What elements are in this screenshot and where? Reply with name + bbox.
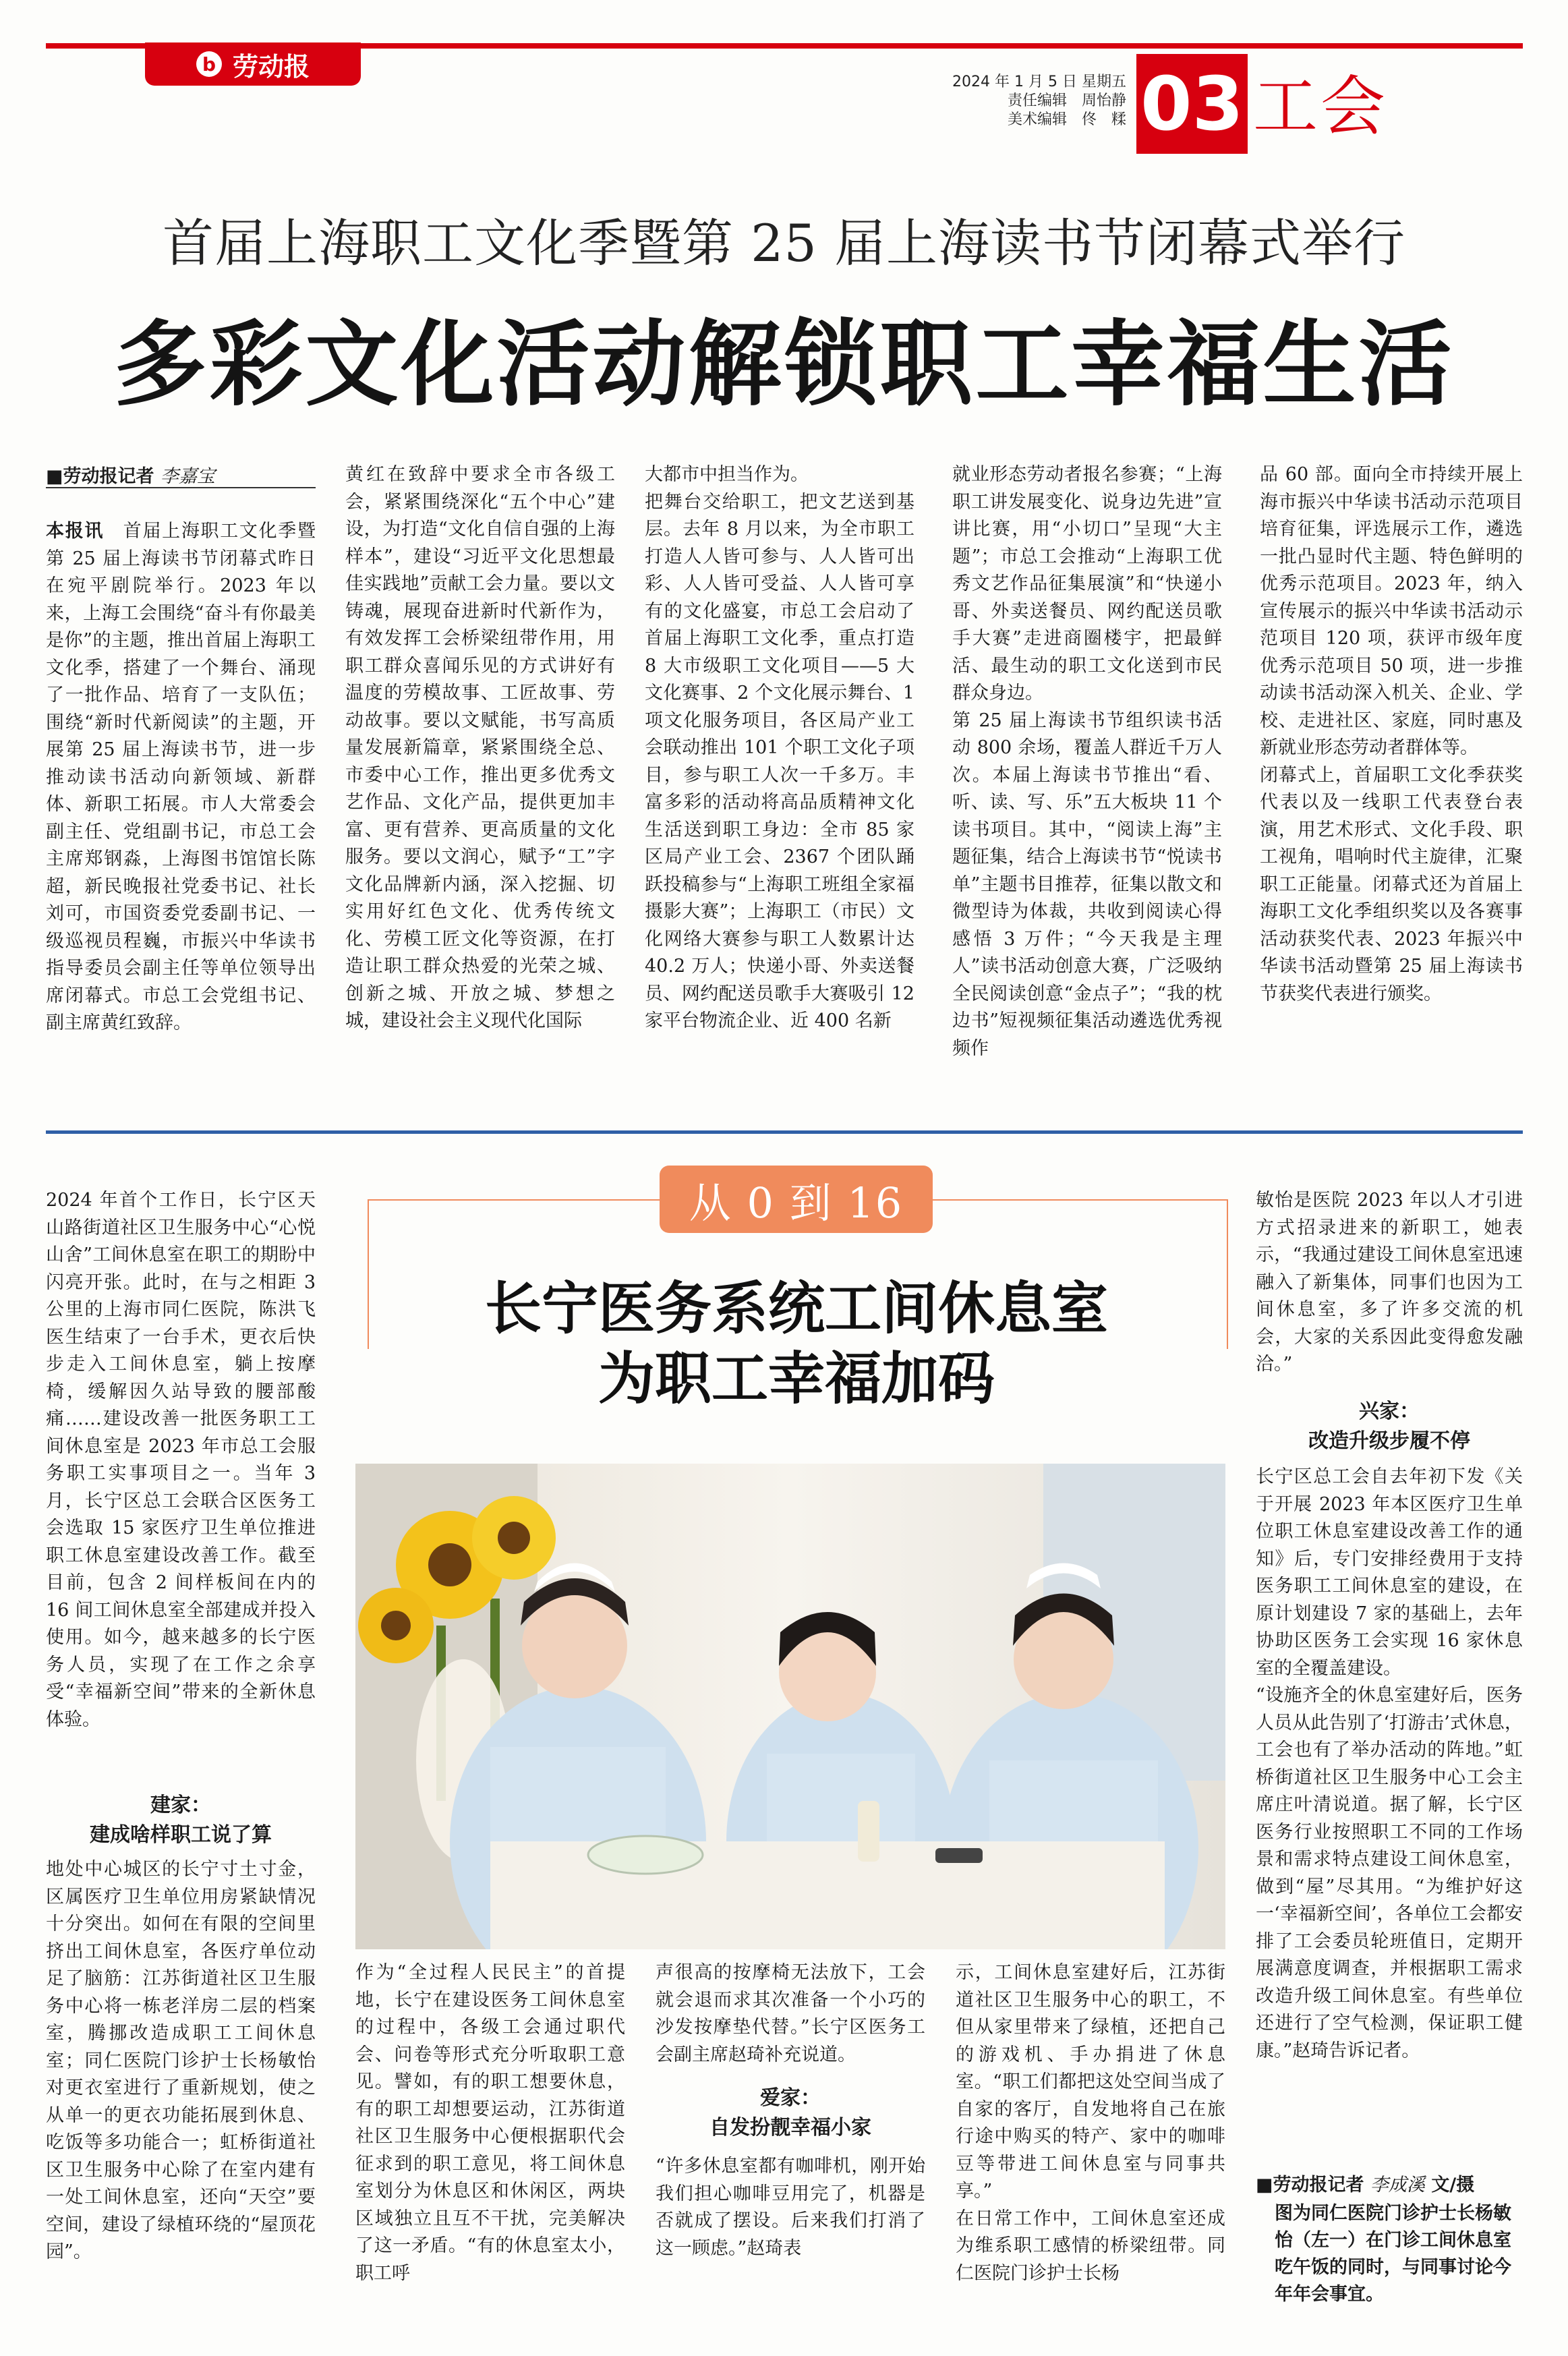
feature-column-d1: 敏怡是医院 2023 年以人才引进方式招录进来的新职工，她表示，“我通过建设工间休息室迅速融入了新集体，同事们也因为工间休息室，多了许多交流的机会，大家的关系因此变得愈发融洽。” <box>1256 1190 1523 1375</box>
newspaper-logo <box>145 42 361 86</box>
byline-label: ■劳动报记者 <box>46 466 154 487</box>
credit-name: 李成溪 <box>1370 2175 1425 2195</box>
feature-photo <box>355 1464 1225 1949</box>
milk-bottle-icon <box>858 1801 879 1862</box>
lead-byline <box>46 461 316 488</box>
page-number: 03 <box>1136 54 1248 154</box>
phone-icon <box>935 1848 983 1863</box>
lead-column-1 <box>46 518 316 1037</box>
section2-head: 爱家： <box>760 2086 821 2110</box>
lead-column-1-text: 首届上海职工文化季暨第 25 届上海读书节闭幕式昨日在宛平剧院举行。2023 年以来，上海工会围绕“奋斗有你最美是你”的主题，推出首届上海职工文化季，搭建了一个舞台、涌现了一批作品、培育了一支队伍；围绕“新时代新阅读”的主题，开展第 25 届上海读书节，进一步推动读书活动向新领域、新群体、新职工拓展。市人大常委会副主任、党组副书记，市总工会主席郑钢淼，上海图书馆馆长陈超，新民晚报社党委书记、社长刘可，市国资委党委副书记、一级巡视员程巍，市振兴中华读书指导委员会副主任等单位领导出席闭幕式。市总工会党组书记、副主席黄红致辞。 <box>46 521 316 1033</box>
credit-label: ■劳动报记者 <box>1256 2175 1364 2195</box>
lead-column-3: 大都市中担当作为。 把舞台交给职工，把文艺送到基层。去年 8 月以来，为全市职工打造人人皆可参与、人人皆可出彩、人人皆可受益、人人皆可享有的文化盛宴，市总工会启动了首届上海职工文化季，重点打造 8 大市级职工文化项目——5 大文化赛事、2 个文化展示舞台、1 项文化服务项目，各区局产业工会联动推出 101 个职工文化子项目，参与职工人次一千多万。丰富多彩的活动将高品质精神文化生活送到职工身边：全市 85 家区局产业工会、2367 个团队踊跃投稿参与“上海职工班组全家福摄影大赛”；上海职工（市民）文化网络大赛参与职工人数累计达 40.2 万人；快递小哥、外卖送餐员、网约配送员歌手大赛吸引 12 家平台物流企业、近 400 名新 <box>645 464 914 1031</box>
feature-headline-2: 为职工幸福加码 <box>598 1345 995 1412</box>
feature-column-b1: 声很高的按摩椅无法放下，工会就会退而求其次准备一个小巧的沙发按摩垫代替。”长宁区医务工会副主席赵琦补充说道。 <box>656 1962 925 2065</box>
section3-subhead: 改造升级步履不停 <box>1308 1429 1470 1453</box>
lead-column-4: 就业形态劳动者报名参赛；“上海职工讲发展变化、说身边先进”宣讲比赛，用“小切口”呈现“大主题”；市总工会推动“上海职工优秀文艺作品征集展演”和“快递小哥、外卖送餐员、网约配送员歌手大赛”走进商圈楼宇，把最鲜活、最生动的职工文化送到市民群众身边。 第 25 届上海读书节组织读书活动 800 余场，覆盖人群近千万人次。本届上海读书节推出“看、听、读、写、乐”五大板块 11 个读书项目。其中，“阅读上海”主题征集，结合上海读书节“悦读书单”主题书目推荐，征集以散文和微型诗为体裁，共收到阅读心得感悟 3 万件；“今天我是主理人”读书活动创意大赛，广泛吸纳全民阅读创意“金点子”；“我的枕边书”短视频征集活动遴选优秀视频作 <box>952 464 1222 1059</box>
section1-head: 建家： <box>150 1793 211 1817</box>
section2-subhead: 自发扮靓幸福小家 <box>709 2116 871 2139</box>
issue-meta <box>904 73 1126 130</box>
feature-column-d2: 长宁区总工会自去年初下发《关于开展 2023 年本区医疗卫生单位职工休息室建设改善工作的通知》后，专门安排经费用于支持医务职工工间休息室的建设，在原计划建设 7 家的基础上，去年协助区医务工会实现 16 家休息室的全覆盖建设。 “设施齐全的休息室建好后，医务人员从此告别了‘打游击’式休息，工会也有了举办活动的阵地。”虹桥街道社区卫生服务中心工会主席庄叶清说道。据了解，长宁区医务行业按照职工不同的工作场景和需求特点建设工间休息室，做到“屋”尽其用。“为维护好这一‘幸福新空间’，各单位工会都安排了工会委员轮班值日，定期开展满意度调查，并根据职工需求改造升级工间休息室。有些单位还进行了空气检测，保证职工健康。”赵琦告诉记者。 <box>1256 1466 1523 2061</box>
section-name: 工会 <box>1253 69 1388 144</box>
photo-credit <box>1256 2172 1523 2199</box>
section1-text: 地处中心城区的长宁寸土寸金，区属医疗卫生单位用房紧缺情况十分突出。如何在有限的空间里挤出工间休息室，各医疗单位动足了脑筋：江苏街道社区卫生服务中心将一栋老洋房二层的档案室，腾挪改造成职工工间休息室；同仁医院门诊护士长杨敏怡对更衣室进行了重新规划，使之从单一的更衣功能拓展到休息、吃饭等多功能合一；虹桥街道社区卫生服务中心除了在室内建有一处工间休息室，还向“天空”要空间，建设了绿植环绕的“屋顶花园”。 <box>46 1859 316 2262</box>
lead-kicker: 首届上海职工文化季暨第 25 届上海读书节闭幕式举行 <box>162 213 1406 273</box>
section3-head: 兴家： <box>1359 1400 1420 1423</box>
logo-mark-icon: b <box>196 51 222 77</box>
series-tag: 从 0 到 16 <box>660 1166 933 1233</box>
lead-headline: 多彩文化活动解锁职工幸福生活 <box>113 309 1455 419</box>
paper-name: 劳动报 <box>232 51 310 82</box>
nurses-lunch-photo <box>355 1464 1225 1949</box>
section1-subhead: 建成啥样职工说了算 <box>90 1823 272 1847</box>
editor-line: 责任编辑 周怡静 <box>1007 92 1126 109</box>
lead-column-2: 黄红在致辞中要求全市各级工会，紧紧围绕深化“五个中心”建设，为打造“文化自信自强的上海样本”，建设“习近平文化思想最佳实践地”贡献工会力量。要以文铸魂，展现奋进新时代新作为，有效发挥工会桥梁纽带作用，用职工群众喜闻乐见的方式讲好有温度的劳模故事、工匠故事、劳动故事。要以文赋能，书写高质量发展新篇章，紧紧围绕全总、市委中心工作，推出更多优秀文艺作品、文化产品，提供更加丰富、更有营养、更高质量的文化服务。要以文润心，赋予“工”字文化品牌新内涵，深入挖掘、切实用好红色文化、优秀传统文化、劳模工匠文化等资源，在打造让职工群众热爱的光荣之城、创新之城、开放之城、梦想之城，建设社会主义现代化国际 <box>345 464 615 1031</box>
issue-date: 2024 年 1 月 5 日 星期五 <box>952 74 1126 90</box>
photo-caption: 图为同仁医院门诊护士长杨敏怡（左一）在门诊工间休息室吃午饭的同时，与同事讨论今年年会事宜。 <box>1275 2203 1511 2305</box>
section-divider <box>46 1130 1523 1134</box>
credit-role: 文/摄 <box>1431 2175 1475 2195</box>
feature-column-b2: “许多休息室都有咖啡机，刚开始我们担心咖啡豆用完了，机器是否就成了摆设。后来我们打消了这一顾虑。”赵琦表 <box>656 2156 925 2259</box>
byline-rule <box>46 487 316 488</box>
lead-column-5: 品 60 部。面向全市持续开展上海市振兴中华读书活动示范项目培育征集，评选展示工作，遴选一批凸显时代主题、特色鲜明的优秀示范项目。2023 年，纳入宣传展示的振兴中华读书活动示范项目 120 项，获评市级年度优秀示范项目 50 项，进一步推动读书活动深入机关、企业、学校、走进社区、家庭，同时惠及新就业形态劳动者群体等。 闭幕式上，首届职工文化季获奖代表以及一线职工代表登台表演，用艺术形式、文化手段、职工视角，唱响时代主旋律，汇聚职工正能量。闭幕式还为首届上海职工文化季组织奖以及各赛事活动获奖代表、2023 年振兴中华读书活动暨第 25 届上海读书节获奖代表进行颁奖。 <box>1260 464 1523 1004</box>
lunch-box-icon <box>588 1836 703 1874</box>
feature-column-c: 示，工间休息室建好后，江苏街道社区卫生服务中心的职工，不但从家里带来了绿植，还把自己的游戏机、手办捐进了休息室。“职工们都把这处空间当成了自家的客厅，自发地将自己在旅行途中购买的特产、家中的咖啡豆等带进工间休息室与同事共享。” 在日常工作中，工间休息室还成为维系职工感情的桥梁纽带。同仁医院门诊护士长杨 <box>956 1962 1225 2284</box>
lead-label: 本报讯 <box>46 521 105 542</box>
feature-headline-1: 长宁医务系统工间休息室 <box>484 1275 1108 1342</box>
feature-intro: 2024 年首个工作日，长宁区天山路街道社区卫生服务中心“心悦山舍”工间休息室在职工的期盼中闪亮开张。此时，在与之相距 3 公里的上海市同仁医院，陈洪飞医生结束了一台手术，更衣后快步走入工间休息室，躺上按摩椅，缓解因久站导致的腰部酸痛……建设改善一批医务职工工间休息室是 2023 年市总工会服务职工实事项目之一。当年 3 月，长宁区总工会联合区医务工会选取 15 家医疗卫生单位推进职工休息室建设改善工作。截至目前，包含 2 间样板间在内的 16 间工间休息室全部建成并投入使用。如今，越来越多的长宁医务人员，实现了在工作之余享受“幸福新空间”带来的全新休息体验。 <box>46 1190 316 1730</box>
feature-column-a: 作为“全过程人民民主”的首提地，长宁在建设医务工间休息室的过程中，各级工会通过职代会、问卷等形式充分听取职工意见。譬如，有的职工想要休息，有的职工却想要运动，江苏街道社区卫生服务中心便根据职代会征求到的职工意见，将工间休息室划分为休息区和休闲区，两块区域独立且互不干扰，完美解决了这一矛盾。“有的休息室太小，职工呼 <box>355 1962 625 2284</box>
art-editor-line: 美术编辑 佟 糅 <box>1007 111 1126 128</box>
byline-name: 李嘉宝 <box>160 466 215 487</box>
